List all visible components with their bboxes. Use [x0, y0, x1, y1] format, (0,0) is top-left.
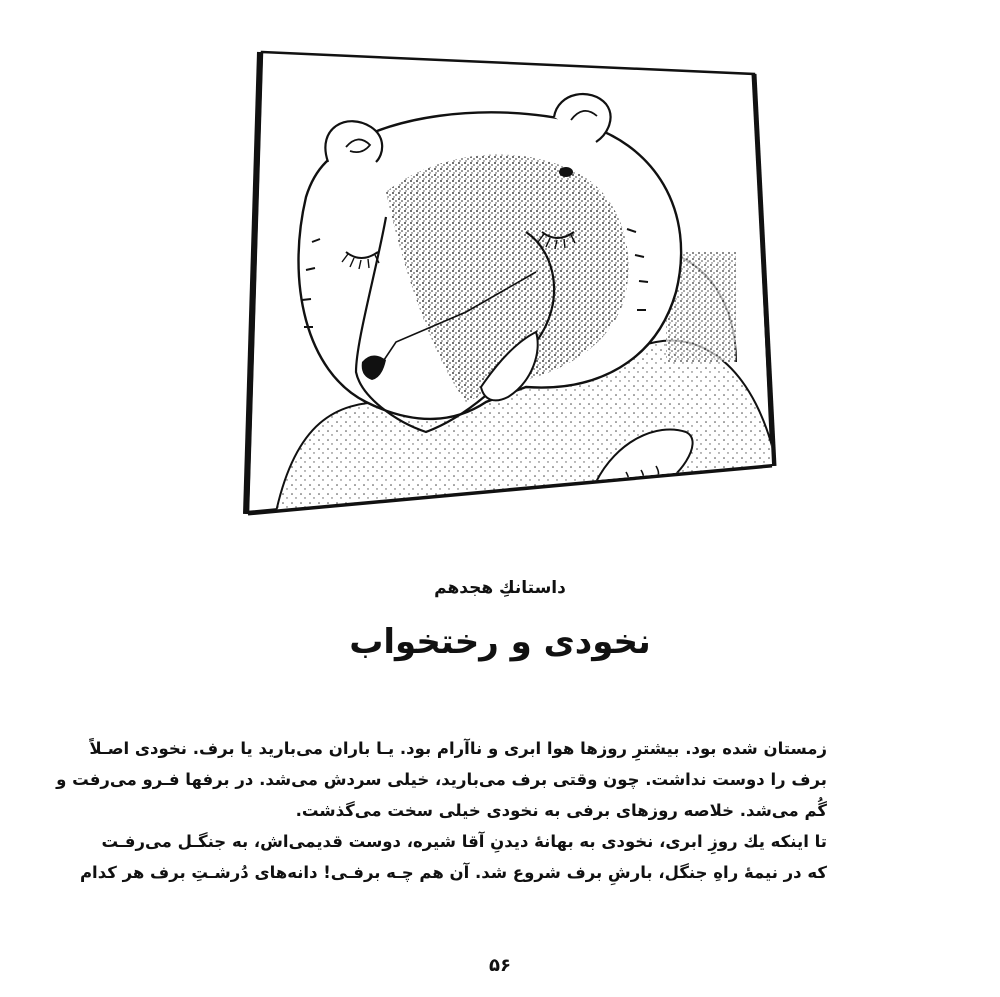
- page-number: ۵۶: [489, 955, 511, 976]
- paragraph-1: [56, 733, 827, 826]
- story-body: [56, 733, 827, 888]
- chapter-title: نخودی و رختخواب: [349, 622, 651, 662]
- text-line: زمستان شده بود. بیشترِ روزها هوا ابری و ناآرام بود. یـا باران می‌بارید یا برف. نخودی اصـلاً: [89, 739, 827, 758]
- chapter-number-label: داستانكِ هجدهم: [434, 578, 566, 598]
- bear-illustration: [236, 42, 782, 522]
- text-line: گُم می‌شد. خلاصه روزهای برفی به نخودی خیلی سخت می‌گذشت.: [295, 801, 827, 820]
- text-line: برف را دوست نداشت. چون وقتی برف می‌بارید، خیلی سردش می‌شد. در برفها فـرو می‌رفت و: [56, 770, 827, 789]
- text-line: که در نیمهٔ راهِ جنگل، بارشِ برف شروع شد. آن هم چـه برفـی! دانه‌های دُرشـتِ برف هر کدام: [79, 863, 827, 882]
- paragraph-2: [79, 826, 827, 888]
- text-line: تا اینکه یك روزِ ابری، نخودی به بهانهٔ دیدنِ آقا شیره، دوست قدیمی‌اش، به جنگـل می‌رفـت: [101, 832, 827, 851]
